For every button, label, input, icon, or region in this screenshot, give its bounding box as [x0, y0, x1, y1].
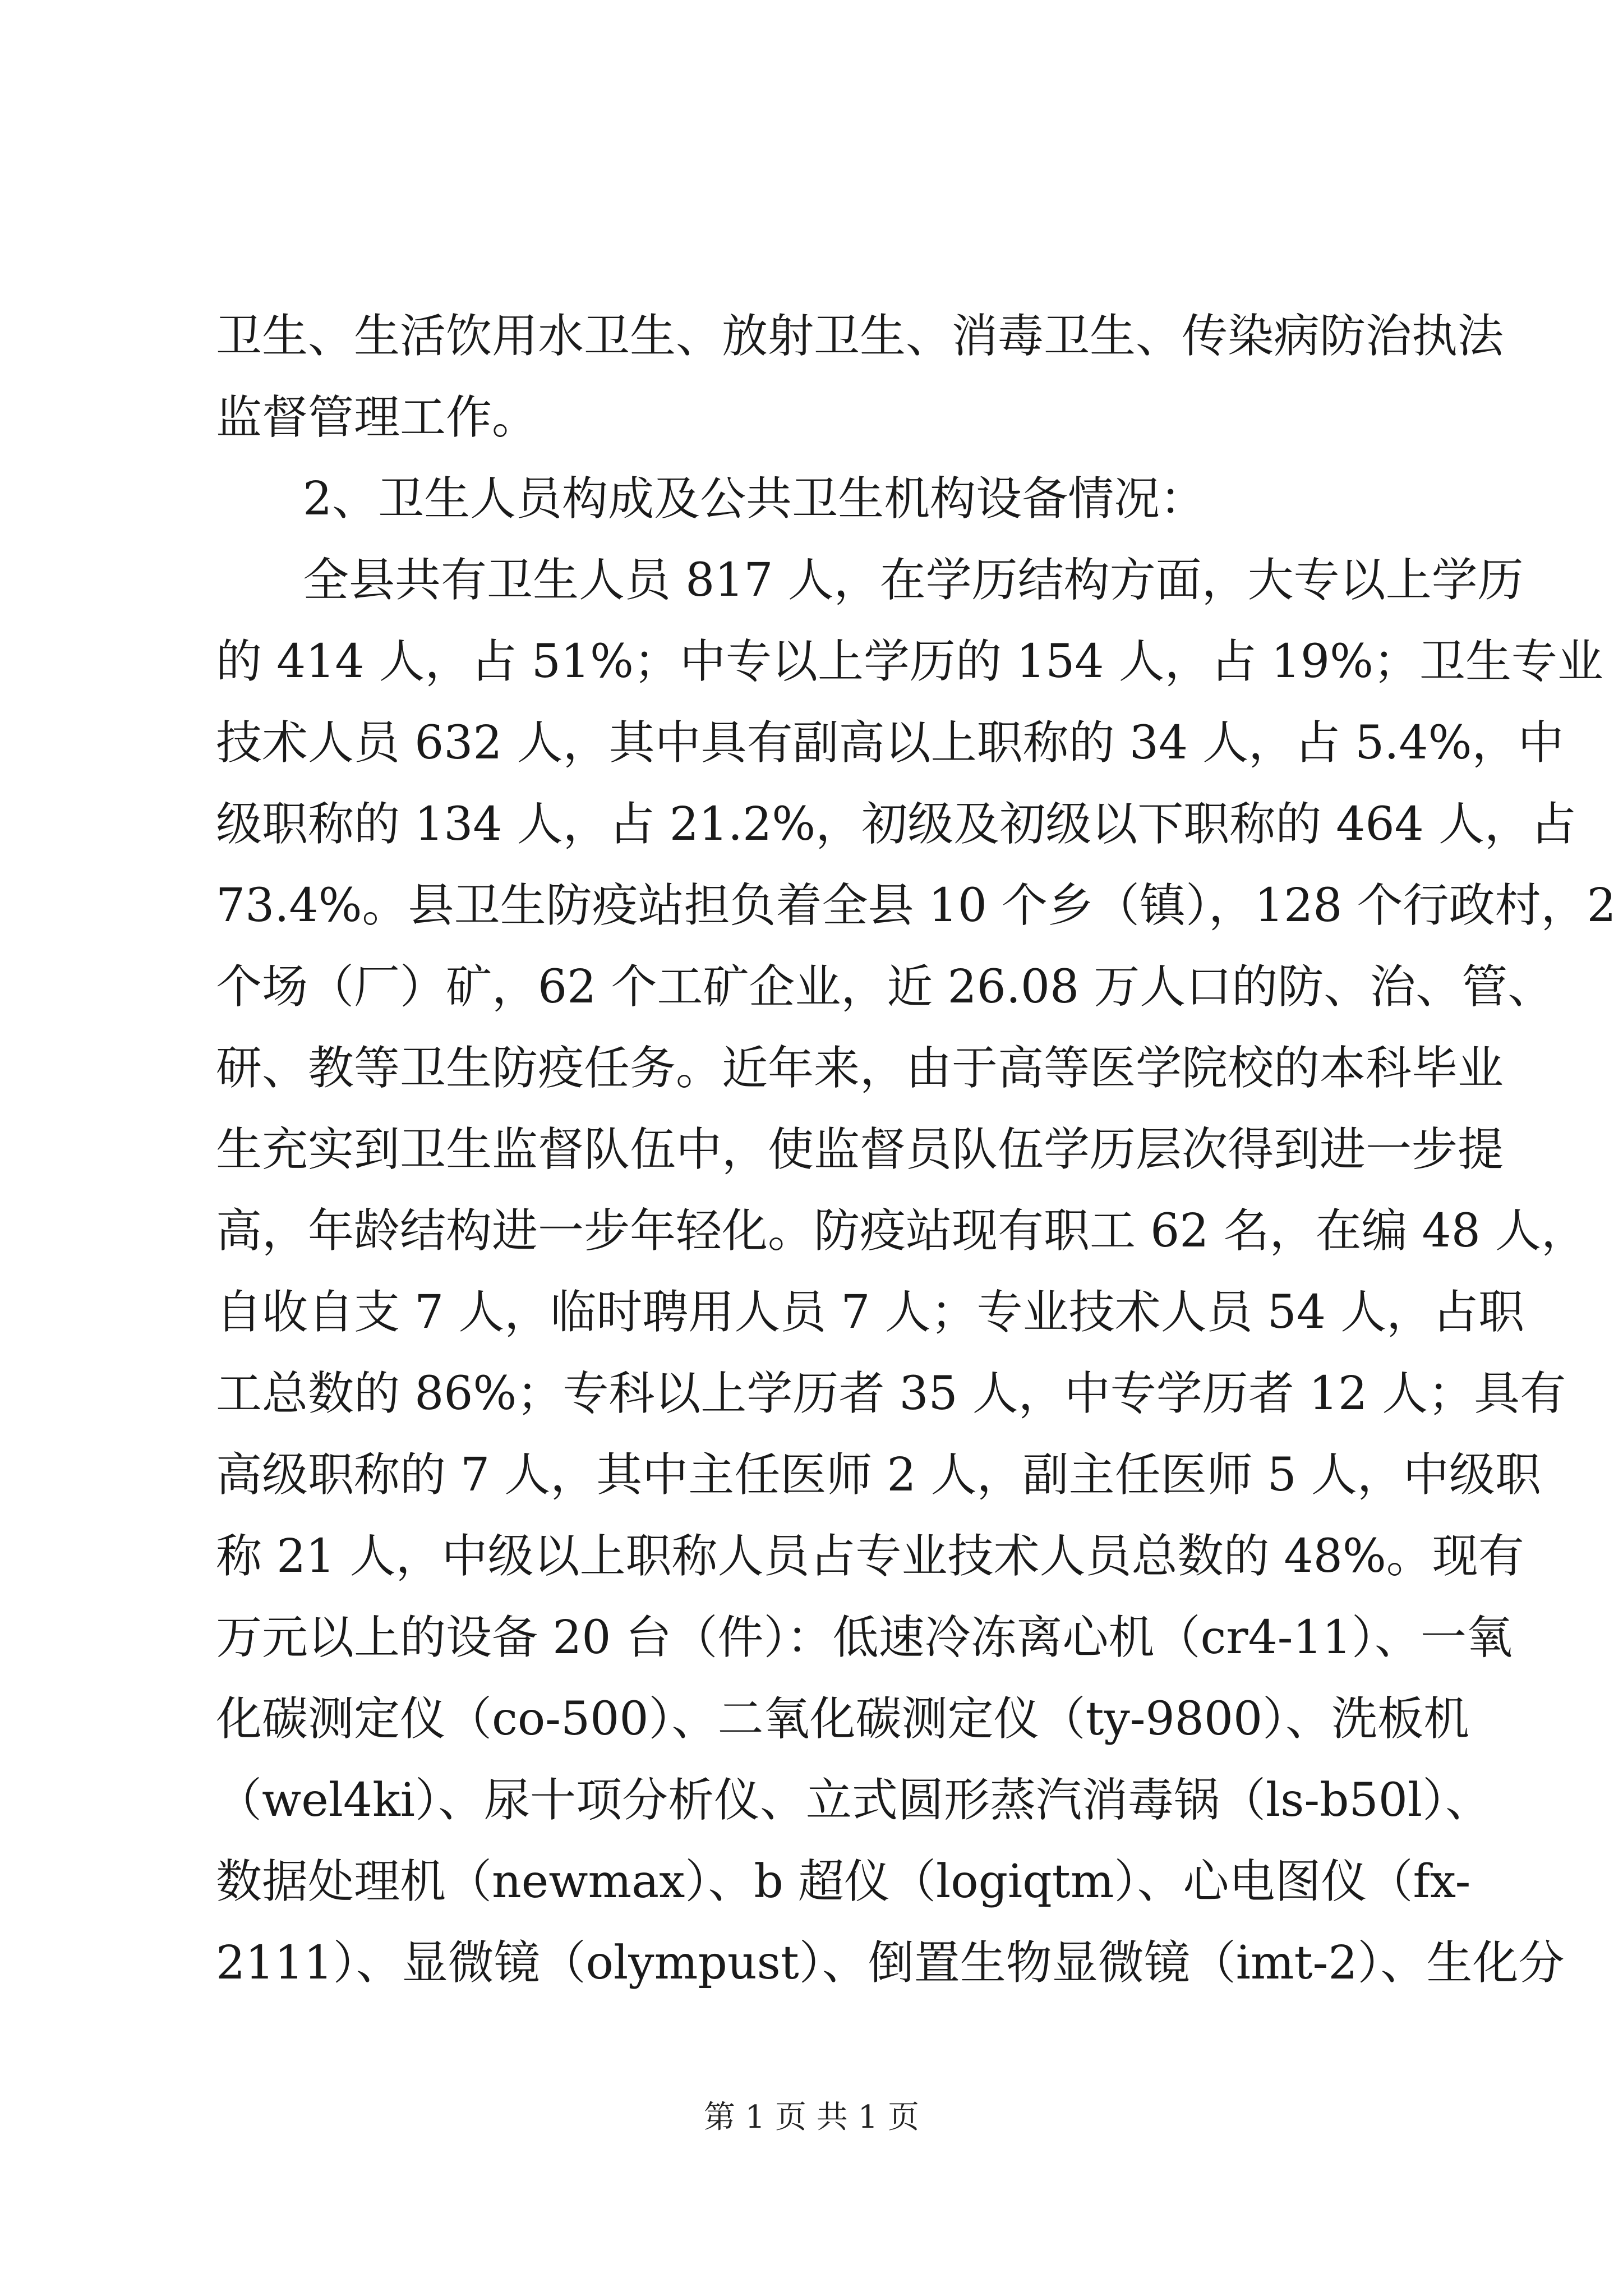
text-line: 监督管理工作。 [216, 391, 538, 444]
text-line: 级职称的 134 人，占 21.2%，初级及初级以下职称的 464 人，占 [216, 798, 1576, 851]
paragraph-first-line: 全县共有卫生人员 817 人，在学历结构方面，大专以上学历 [303, 554, 1524, 607]
text-line: （wel4ki）、尿十项分析仪、立式圆形蒸汽消毒锅（ls-b50l）、 [216, 1774, 1492, 1827]
text-line: 73.4%。县卫生防疫站担负着全县 10 个乡（镇），128 个行政村，2 [216, 879, 1616, 932]
text-line: 研、教等卫生防疫任务。近年来，由于高等医学院校的本科毕业 [216, 1042, 1504, 1095]
text-line: 个场（厂）矿，62 个工矿企业，近 26.08 万人口的防、治、管、 [216, 960, 1554, 1014]
text-line: 万元以上的设备 20 台（件）：低速冷冻离心机（cr4-11）、一氧 [216, 1611, 1513, 1664]
text-line: 自收自支 7 人，临时聘用人员 7 人；专业技术人员 54 人，占职 [216, 1286, 1525, 1339]
text-line: 生充实到卫生监督队伍中，使监督员队伍学历层次得到进一步提 [216, 1123, 1504, 1176]
text-line: 化碳测定仪（co-500）、二氧化碳测定仪（ty-9800）、洗板机 [216, 1692, 1470, 1746]
text-line: 工总数的 86%；专科以上学历者 35 人，中专学历者 12 人；具有 [216, 1367, 1566, 1420]
text-line: 2111）、显微镜（olympust）、倒置生物显微镜（imt-2）、生化分 [216, 1936, 1565, 1990]
text-line: 称 21 人，中级以上职称人员占专业技术人员总数的 48%。现有 [216, 1530, 1524, 1583]
page-footer: 第 1 页 共 1 页 [703, 2099, 920, 2136]
text-line: 数据处理机（newmax）、b 超仪（logiqtm）、心电图仪（fx- [216, 1855, 1471, 1908]
text-line: 技术人员 632 人，其中具有副高以上职称的 34 人，占 5.4%，中 [216, 716, 1564, 770]
section-heading: 2、卫生人员构成及公共卫生机构设备情况： [303, 472, 1206, 526]
text-line: 卫生、生活饮用水卫生、放射卫生、消毒卫生、传染病防治执法 [216, 310, 1504, 363]
text-line: 高级职称的 7 人，其中主任医师 2 人，副主任医师 5 人，中级职 [216, 1448, 1541, 1502]
text-line: 高，年龄结构进一步年轻化。防疫站现有职工 62 名，在编 48 人， [216, 1204, 1587, 1258]
text-line: 的 414 人，占 51%；中专以上学历的 154 人，占 19%；卫生专业 [216, 635, 1603, 688]
